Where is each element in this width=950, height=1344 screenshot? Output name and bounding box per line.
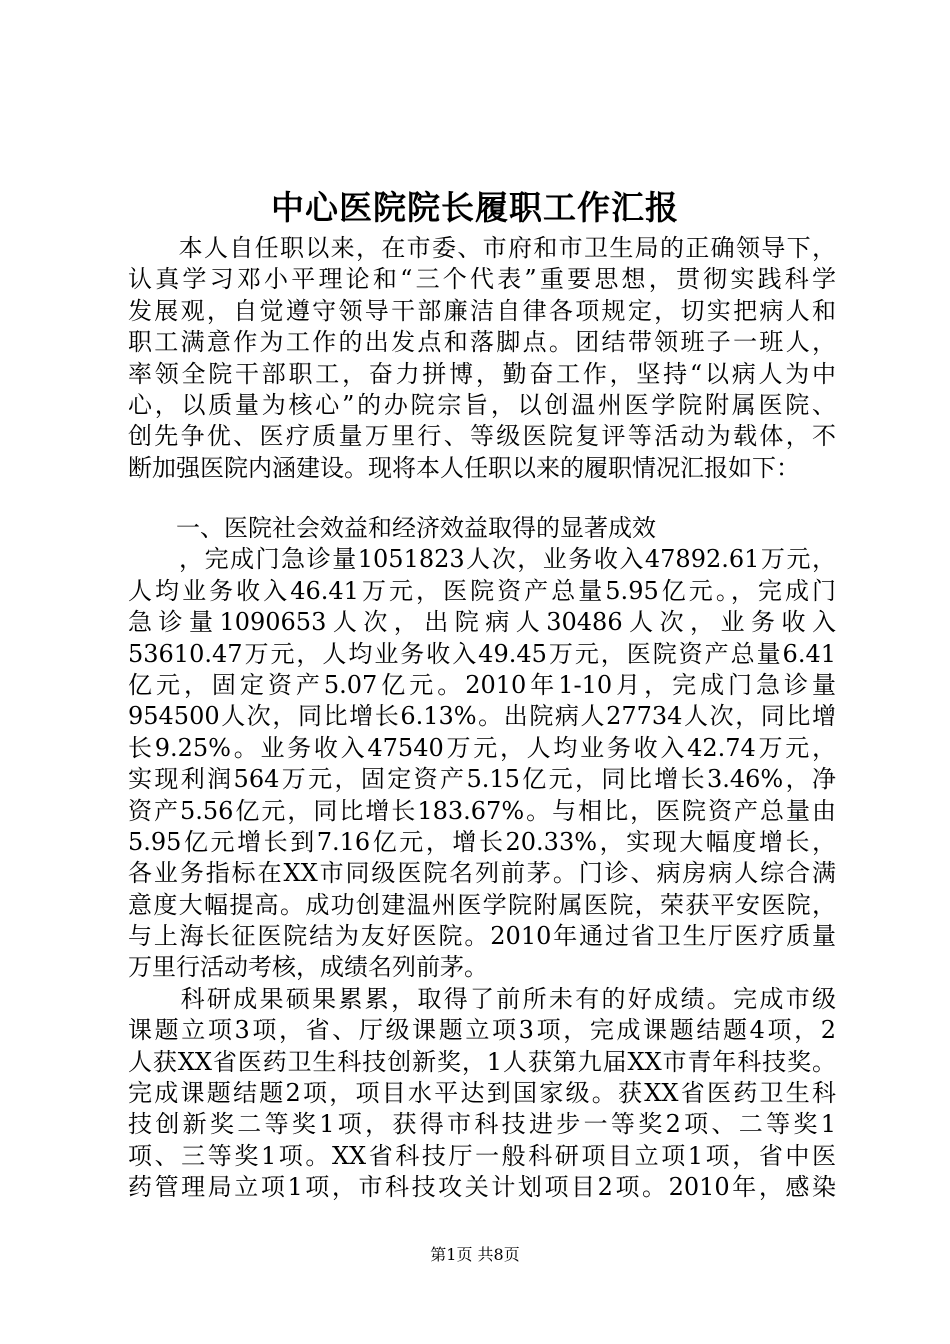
- text-line: 心，以质量为核心”的办院宗旨，以创温州医学院附属医院、: [128, 390, 836, 419]
- text-line: 率领全院干部职工，奋力拼博，勤奋工作，坚持“以病人为中: [128, 359, 836, 388]
- paragraph-intro: [128, 233, 836, 484]
- text-line: 本人自任职以来，在市委、市府和市卫生局的正确领导下，: [128, 234, 836, 262]
- text-line: 课题立项3项，省、厅级课题立项3项，完成课题结题4项，2: [128, 1016, 836, 1045]
- text-line: 各业务指标在XX市同级医院名列前茅。门诊、病房病人综合满: [128, 859, 836, 888]
- text-line: 项、三等奖1项。XX省科技厅一般科研项目立项1项，省中医: [128, 1141, 836, 1170]
- text-line: 创先争优、医疗质量万里行、等级医院复评等活动为载体，不: [128, 422, 836, 451]
- page-footer: 第1页 共8页: [430, 1245, 520, 1264]
- text-line: 实现利润564万元，固定资产5.15亿元，同比增长3.46%，净: [128, 765, 836, 794]
- text-line: 与上海长征医院结为友好医院。2010年通过省卫生厅医疗质量: [128, 922, 836, 951]
- text-line: 954500人次，同比增长6.13%。出院病人27734人次，同比增: [128, 702, 836, 731]
- text-line: 职工满意作为工作的出发点和落脚点。团结带领班子一班人，: [128, 328, 836, 357]
- text-line: ，完成门急诊量1051823人次，业务收入47892.61万元，: [128, 545, 836, 574]
- text-line: 53610.47万元，人均业务收入49.45万元，医院资产总量6.41: [128, 639, 836, 668]
- text-line: 断加强医院内涵建设。现将本人任职以来的履职情况汇报如下：: [128, 453, 800, 482]
- text-line: 万里行活动考核，成绩名列前茅。: [128, 953, 488, 982]
- text-line: 发展观，自觉遵守领导干部廉洁自律各项规定，切实把病人和: [128, 296, 836, 325]
- document-title: 中心医院院长履职工作汇报: [271, 188, 679, 227]
- text-line: 人均业务收入46.41万元，医院资产总量5.95亿元。，完成门: [128, 576, 836, 605]
- text-line: 资产5.56亿元，同比增长183.67%。与相比，医院资产总量由: [128, 796, 836, 825]
- text-line: 意度大幅提高。成功创建温州医学院附属医院，荣获平安医院，: [128, 890, 836, 919]
- section-heading-and-results: [128, 513, 836, 1204]
- text-line: 亿元，固定资产5.07亿元。2010年1-10月，完成门急诊量: [128, 670, 836, 699]
- text-line: 长9.25%。业务收入47540万元，人均业务收入42.74万元，: [128, 733, 836, 762]
- text-line: 人获XX省医药卫生科技创新奖，1人获第九届XX市青年科技奖。: [128, 1047, 836, 1076]
- text-line: 认真学习邓小平理论和“三个代表”重要思想，贯彻实践科学: [128, 265, 836, 294]
- text-line: 药管理局立项1项，市科技攻关计划项目2项。2010年，感染: [128, 1173, 836, 1202]
- text-line: 科研成果硕果累累，取得了前所未有的好成绩。完成市级: [128, 984, 836, 1013]
- section-heading: 一、医院社会效益和经济效益取得的显著成效: [128, 514, 656, 542]
- text-line: 5.95亿元增长到7.16亿元，增长20.33%，实现大幅度增长，: [128, 827, 836, 856]
- text-line: 技创新奖二等奖1项，获得市科技进步一等奖2项、二等奖1: [128, 1110, 836, 1139]
- text-line: 急诊量1090653人次，出院病人30486人次，业务收入: [128, 608, 836, 637]
- text-line: 完成课题结题2项，项目水平达到国家级。获XX省医药卫生科: [128, 1079, 836, 1108]
